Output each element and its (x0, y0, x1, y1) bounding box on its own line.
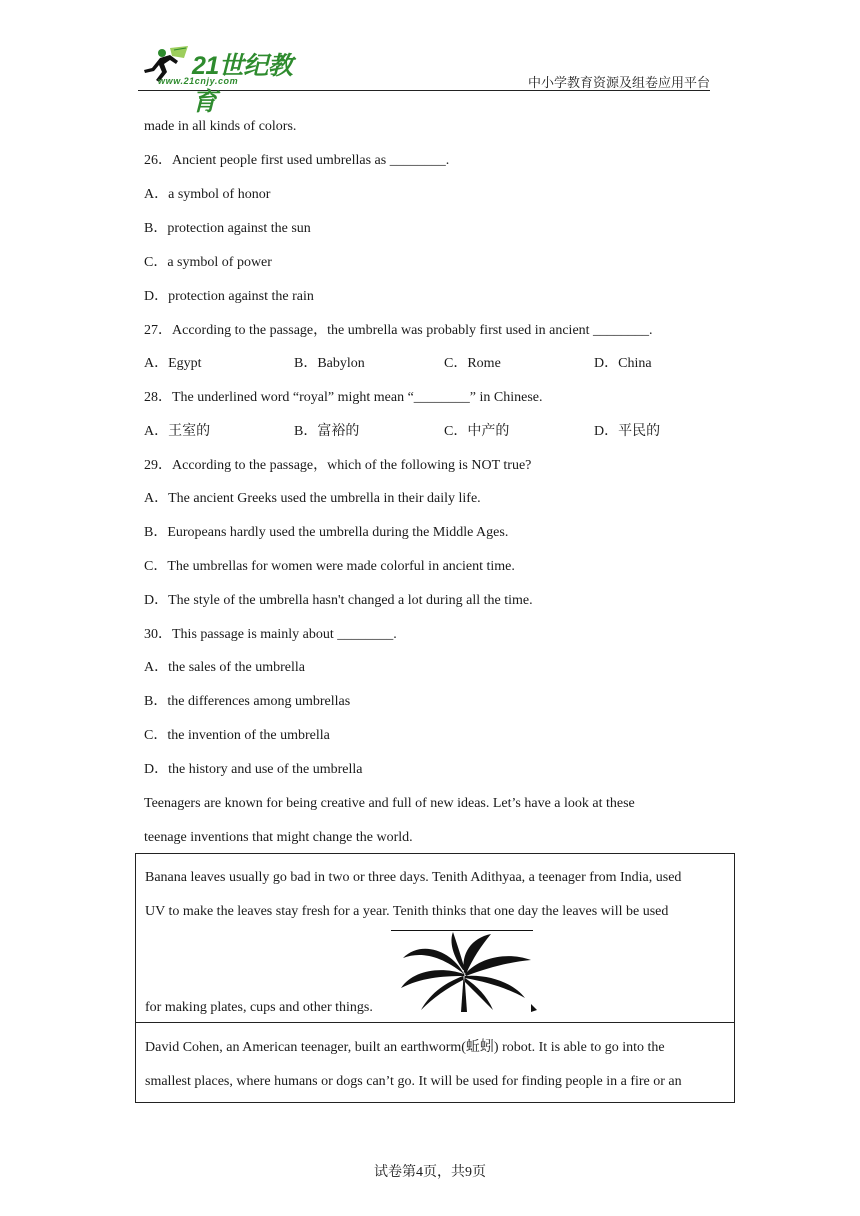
question-27-option-a: A．Egypt (144, 356, 202, 371)
question-29-option-c: C．The umbrellas for women were made colorful in ancient time. (144, 559, 515, 574)
page-number: 试卷第4页，共9页 (374, 1165, 486, 1180)
question-26-option-c: C．a symbol of power (144, 255, 272, 270)
logo (140, 44, 310, 116)
row2-line-2: smallest places, where humans or dogs can’t go. It will be used for finding people in a fire or an (145, 1074, 682, 1089)
inventions-table (135, 853, 735, 1103)
question-30-stem: 30．This passage is mainly about ________. (144, 627, 397, 642)
question-28-option-c: C．中产的 (444, 424, 510, 439)
question-27-option-c: C．Rome (444, 356, 501, 371)
question-30-option-c: C．the invention of the umbrella (144, 728, 330, 743)
logo-text: 21世纪教育 (192, 52, 293, 116)
row1-line-2: UV to make the leaves stay fresh for a year. Tenith thinks that one day the leaves will be used (145, 904, 669, 919)
question-30-option-d: D．the history and use of the umbrella (144, 762, 363, 777)
banana-plant-image (391, 930, 539, 1014)
page-header (138, 44, 710, 116)
question-27-option-b: B．Babylon (294, 356, 365, 371)
question-30-option-b: B．the differences among umbrellas (144, 694, 351, 709)
question-26-option-b: B．protection against the sun (144, 221, 311, 236)
question-26-option-d: D．protection against the rain (144, 289, 314, 304)
question-26-stem: 26．Ancient people first used umbrellas as ________. (144, 153, 450, 168)
question-27-option-d: D．China (594, 356, 652, 371)
question-29-option-b: B．Europeans hardly used the umbrella during the Middle Ages. (144, 525, 509, 540)
question-26-option-a: A．a symbol of honor (144, 187, 271, 202)
logo-url: www.21cnjy.com (158, 76, 239, 86)
row1-line-3: for making plates, cups and other things. (145, 1000, 373, 1015)
question-28-option-b: B．富裕的 (294, 424, 360, 439)
passage-intro-line-1: Teenagers are known for being creative and full of new ideas. Let’s have a look at these (144, 796, 635, 811)
question-28-option-d: D．平民的 (594, 424, 661, 439)
question-29-option-a: A．The ancient Greeks used the umbrella in their daily life. (144, 491, 481, 506)
banana-plant-icon (391, 930, 539, 1014)
question-29-stem: 29．According to the passage，which of the following is NOT true? (144, 458, 532, 473)
row1-line-1: Banana leaves usually go bad in two or three days. Tenith Adithyaa, a teenager from India, used (145, 870, 682, 885)
question-27-stem: 27．According to the passage，the umbrella was probably first used in ancient ________. (144, 323, 653, 338)
table-row-divider (136, 1022, 734, 1023)
passage-tail: made in all kinds of colors. (144, 119, 297, 134)
question-28-stem: 28．The underlined word “royal” might mean “________” in Chinese. (144, 390, 543, 405)
platform-title: 中小学教育资源及组卷应用平台 (527, 75, 710, 90)
row2-line-1: David Cohen, an American teenager, built an earthworm(蚯蚓) robot. It is able to go into the (145, 1040, 665, 1055)
question-29-option-d: D．The style of the umbrella hasn't changed a lot during all the time. (144, 593, 533, 608)
question-28-option-a: A．王室的 (144, 424, 211, 439)
passage-intro-line-2: teenage inventions that might change the world. (144, 830, 413, 845)
question-30-option-a: A．the sales of the umbrella (144, 660, 305, 675)
